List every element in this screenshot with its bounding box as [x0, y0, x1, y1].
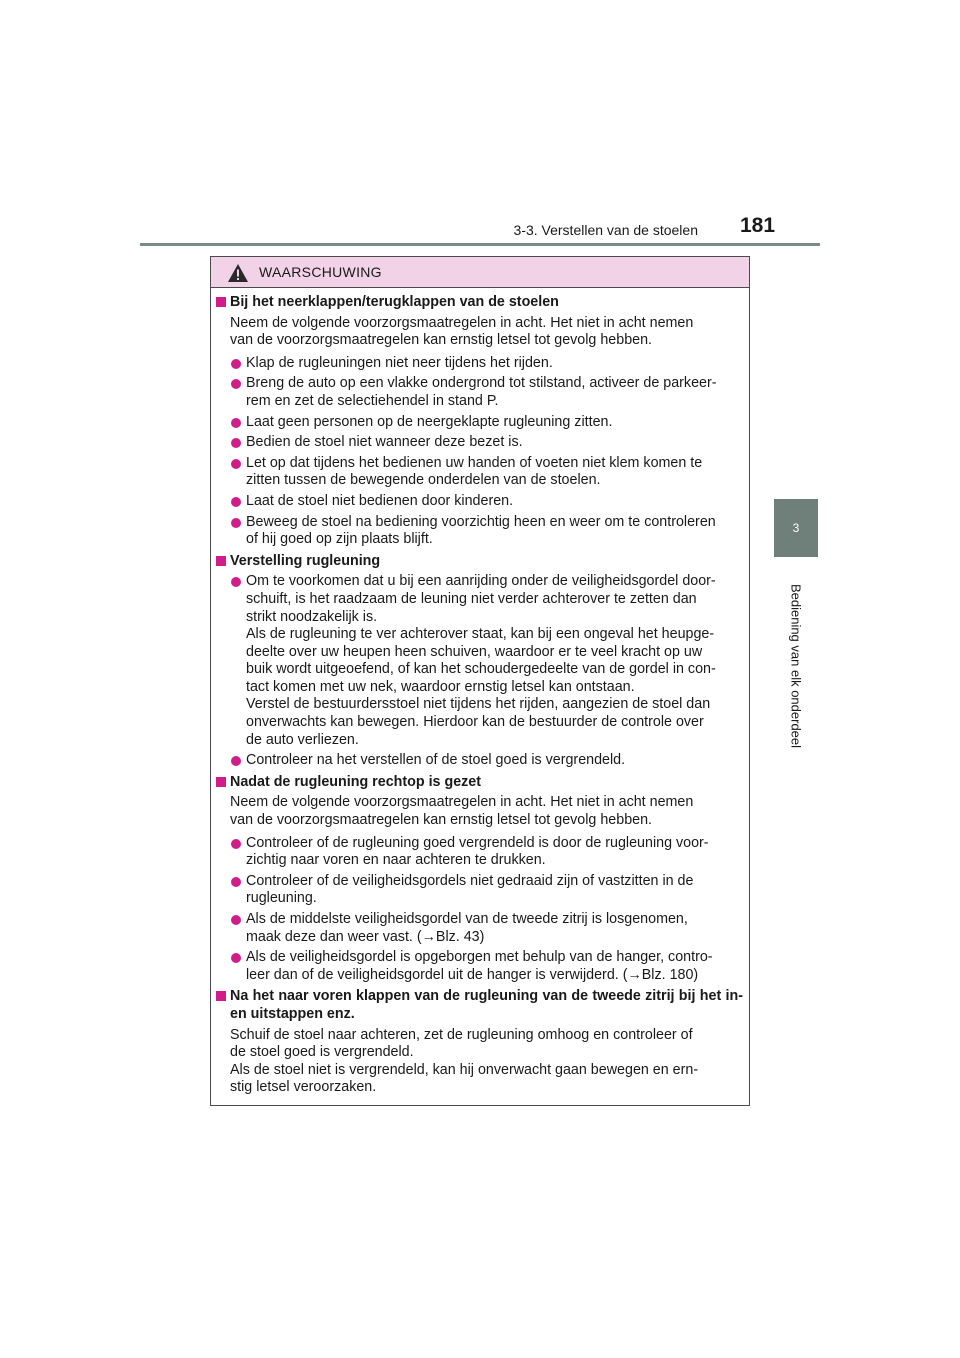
- warning-box: [210, 256, 750, 1106]
- round-bullet-icon: [231, 379, 241, 389]
- section-intro: [216, 1027, 743, 1097]
- text-line: Let op dat tijdens het bedienen uw handen of voeten niet klem komen te: [246, 454, 703, 471]
- text-line: Klap de rugleuningen niet neer tijdens het rijden.: [246, 354, 553, 371]
- bullet-item: [216, 573, 743, 749]
- round-bullet-icon: [231, 756, 241, 766]
- round-bullet-icon: [231, 459, 241, 469]
- round-bullet-icon: [231, 418, 241, 428]
- text-line: stig letsel veroorzaken.: [230, 1079, 377, 1096]
- square-bullet-icon: [216, 991, 226, 1001]
- page-number: 181: [740, 214, 776, 237]
- text-line: zichtig naar voren en naar achteren te drukken.: [246, 852, 546, 869]
- text-line: deelte over uw heupen heen schuiven, waardoor er te veel kracht op uw: [246, 643, 703, 660]
- text-line: de stoel goed is vergrendeld.: [230, 1044, 414, 1061]
- warning-title: WAARSCHUWING: [259, 264, 382, 280]
- section-heading-text: Bij het neerklappen/terugklappen van de stoelen: [230, 294, 559, 310]
- warning-triangle-icon: [227, 263, 249, 283]
- text-line: buik wordt uitgeoefend, of kan het schoudergedeelte van de gordel in con-: [246, 661, 716, 678]
- text-line: van de voorzorgsmaatregelen kan ernstig letsel tot gevolg hebben.: [230, 812, 653, 829]
- section-heading: [216, 294, 743, 312]
- chapter-tab: [774, 499, 818, 557]
- text-line: Controleer of de rugleuning goed vergrendeld is door de rugleuning voor-: [246, 834, 709, 851]
- section-heading: [216, 774, 743, 792]
- text-line: Controleer of de veiligheidsgordels niet gedraaid zijn of vastzitten in de: [246, 872, 694, 889]
- text-line: Laat de stoel niet bedienen door kinderen.: [246, 492, 514, 509]
- bullet-item: [216, 455, 743, 490]
- section-heading-text: Verstelling rugleuning: [230, 552, 381, 569]
- warning-header: [211, 257, 749, 288]
- text-line: zitten tussen de bewegende onderdelen van de stoelen.: [246, 472, 601, 489]
- bullet-item: [216, 835, 743, 870]
- bullet-item: [216, 355, 743, 373]
- header-rule: [140, 243, 820, 246]
- round-bullet-icon: [231, 359, 241, 369]
- bullet-item: [216, 493, 743, 511]
- page-header: [0, 0, 960, 250]
- text-line: Als de middelste veiligheidsgordel van de tweede zitrij is losgenomen,: [246, 911, 688, 927]
- text-line: Beweeg de stoel na bediening voorzichtig heen en weer om te controleren: [246, 513, 716, 530]
- bullet-item: [216, 375, 743, 410]
- bullet-item: [216, 949, 743, 984]
- bullet-item: [216, 514, 743, 549]
- text-line: van de voorzorgsmaatregelen kan ernstig letsel tot gevolg hebben.: [230, 332, 653, 349]
- round-bullet-icon: [231, 438, 241, 448]
- section-intro: [216, 794, 743, 829]
- round-bullet-icon: [231, 577, 241, 587]
- round-bullet-icon: [231, 915, 241, 925]
- section-intro: [216, 315, 743, 350]
- text-line: Neem de volgende voorzorgsmaatregelen in acht. Het niet in acht nemen: [230, 314, 694, 331]
- section-heading: [216, 553, 743, 571]
- bullet-item: [216, 752, 743, 770]
- square-bullet-icon: [216, 297, 226, 307]
- round-bullet-icon: [231, 518, 241, 528]
- text-line: strikt noodzakelijk is.: [246, 608, 378, 625]
- text-line: schuift, is het raadzaam de leuning niet verder achterover te zetten dan: [246, 590, 697, 607]
- text-line: of hij goed op zijn plaats blijft.: [246, 531, 433, 548]
- text-line: rem en zet de selectiehendel in stand P.: [246, 392, 499, 409]
- text-line: maak deze dan weer vast. (→Blz. 43): [246, 928, 485, 945]
- text-line: Breng de auto op een vlakke ondergrond tot stilstand, activeer de parkeer-: [246, 375, 717, 392]
- section-title: 3-3. Verstellen van de stoelen: [513, 222, 698, 238]
- text-line: Schuif de stoel naar achteren, zet de rugleuning omhoog en controleer of: [230, 1026, 693, 1043]
- section-heading: [216, 988, 743, 1023]
- square-bullet-icon: [216, 556, 226, 566]
- text-line: Om te voorkomen dat u bij een aanrijding onder de veiligheidsgordel door-: [246, 573, 716, 590]
- round-bullet-icon: [231, 953, 241, 963]
- round-bullet-icon: [231, 839, 241, 849]
- text-line: Verstel de bestuurdersstoel niet tijdens het rijden, aangezien de stoel dan: [246, 696, 711, 713]
- round-bullet-icon: [231, 877, 241, 887]
- square-bullet-icon: [216, 777, 226, 787]
- bullet-item: [216, 911, 743, 946]
- text-line: Als de stoel niet is vergrendeld, kan hij onverwacht gaan bewegen en ern-: [230, 1061, 699, 1078]
- section-heading-text: Na het naar voren klappen van de rugleuning van de tweede zitrij bij het in- en uitstappen enz.: [230, 988, 743, 1022]
- text-line: tact komen met uw nek, waardoor ernstig letsel kan ontstaan.: [246, 678, 635, 695]
- text-line: de auto verliezen.: [246, 731, 359, 748]
- text-line: Bedien de stoel niet wanneer deze bezet is.: [246, 434, 523, 451]
- bullet-item: [216, 873, 743, 908]
- text-line: onverwachts kan bewegen. Hierdoor kan de bestuurder de controle over: [246, 714, 704, 731]
- text-line: Controleer na het verstellen of de stoel goed is vergrendeld.: [246, 752, 626, 769]
- warning-body: [211, 288, 749, 1097]
- text-line: Als de veiligheidsgordel is opgeborgen met behulp van de hanger, contro-: [246, 949, 713, 966]
- text-line: Neem de volgende voorzorgsmaatregelen in acht. Het niet in acht nemen: [230, 794, 694, 811]
- text-line: leer dan of de veiligheidsgordel uit de hanger is verwijderd. (→Blz. 180): [246, 966, 699, 983]
- chapter-label: Bediening van elk onderdeel: [788, 583, 804, 749]
- text-line: rugleuning.: [246, 890, 317, 907]
- bullet-item: [216, 414, 743, 432]
- section-heading-text: Nadat de rugleuning rechtop is gezet: [230, 773, 482, 790]
- round-bullet-icon: [231, 497, 241, 507]
- text-line: Als de rugleuning te ver achterover staat, kan bij een ongeval het heupge-: [246, 626, 715, 643]
- text-line: Laat geen personen op de neergeklapte rugleuning zitten.: [246, 413, 613, 430]
- chapter-number: 3: [792, 521, 800, 535]
- bullet-item: [216, 434, 743, 452]
